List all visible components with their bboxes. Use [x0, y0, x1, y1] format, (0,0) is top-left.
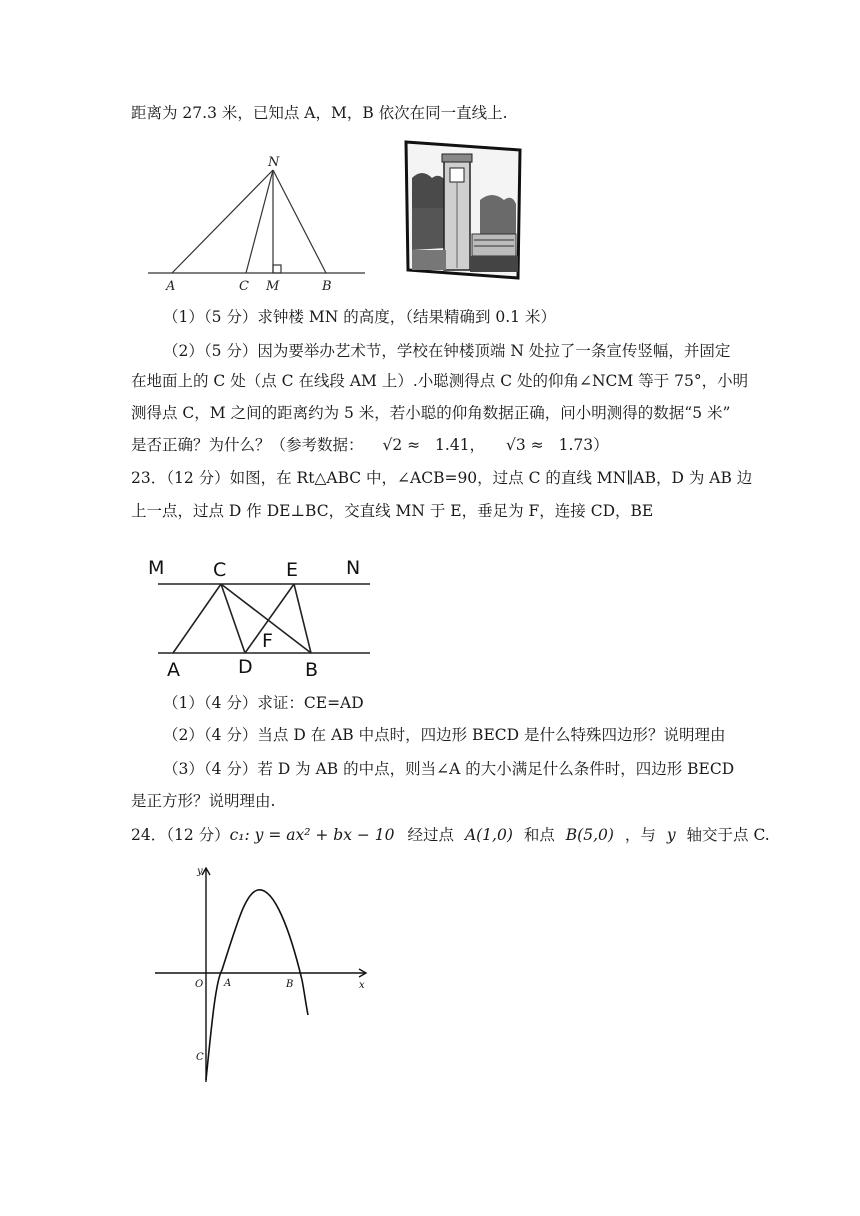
- segment-NA: [172, 170, 273, 273]
- label-F: F: [262, 630, 273, 652]
- sqrt3-value: 1.73）: [558, 436, 609, 454]
- q24-point-B: B(5,0): [565, 826, 614, 844]
- q23-part2: （2）（4 分）当点 D 在 AB 中点时，四边形 BECD 是什么特殊四边形？说明理由: [163, 726, 726, 744]
- q23-line1: 23．（12 分）如图，在 Rt△ABC 中，∠ACB=90，过点 C 的直线 MN∥AB，D 为 AB 边: [131, 469, 753, 487]
- label-y: y: [197, 866, 203, 877]
- label-D: D: [238, 656, 253, 678]
- segment-CD: [221, 584, 245, 653]
- q22-part2-line2: 在地面上的 C 处（点 C 在线段 AM 上）.小聪测得点 C 处的仰角∠NCM 等于 75°，小明: [131, 372, 749, 390]
- label-A: A: [167, 659, 180, 681]
- segment-CA: [173, 584, 221, 653]
- figure-parabola: [150, 860, 380, 1085]
- q23-part3-line2: 是正方形？说明理由.: [131, 792, 276, 810]
- photo-tower: [442, 154, 472, 270]
- label-M: M: [148, 557, 165, 579]
- sqrt2-value: 1.41，: [435, 436, 486, 454]
- label-E: E: [286, 559, 299, 581]
- q23-part1: （1）（4 分）求证：CE=AD: [163, 694, 364, 712]
- segment-NB: [273, 170, 326, 273]
- reference-data-label: 是否正确？为什么？（参考数据：: [131, 436, 364, 454]
- q22-part2-line4: [131, 434, 609, 456]
- label-B: B: [322, 279, 332, 294]
- sqrt2-symbol: √2 ≈: [382, 436, 421, 454]
- label-B: B: [305, 659, 319, 681]
- q24-point-A: A(1,0): [464, 826, 513, 844]
- q24-text-4: 轴交于点 C.: [686, 826, 770, 844]
- q24-prefix: 24．（12 分）: [131, 826, 230, 844]
- label-B: B: [286, 979, 294, 990]
- label-A: A: [166, 279, 176, 294]
- q22-part2-line3: 测得点 C，M 之间的距离约为 5 米，若小聪的仰角数据正确，问小明测得的数据“5 米”: [131, 404, 731, 422]
- q22-part2-line1: （2）（5 分）因为要举办艺术节，学校在钟楼顶端 N 处拉了一条宣传竖幅，并固定: [163, 342, 731, 360]
- q22-part1: （1）（5 分）求钟楼 MN 的高度，（结果精确到 0.1 米）: [163, 308, 556, 326]
- q24-formula: c₁: y = ax² + bx − 10: [229, 826, 395, 844]
- label-N: N: [268, 155, 280, 170]
- label-C: C: [213, 559, 227, 581]
- q23-line2: 上一点，过点 D 作 DE⊥BC，交直线 MN 于 E，垂足为 F，连接 CD，BE: [131, 502, 654, 520]
- figure-parallel-lines: [140, 555, 380, 685]
- text-line-1: 距离为 27.3 米，已知点 A，M，B 依次在同一直线上.: [131, 104, 508, 122]
- label-A: A: [224, 978, 232, 989]
- label-M: M: [266, 279, 280, 294]
- label-C: C: [239, 279, 249, 294]
- q24-y-axis: y: [666, 826, 676, 844]
- figure-tower-triangle: [140, 150, 370, 295]
- q23-part3-line1: （3）（4 分）若 D 为 AB 的中点，则当∠A 的大小满足什么条件时，四边形 BECD: [163, 760, 735, 778]
- segment-NC: [246, 170, 273, 273]
- q24-text-1: 经过点: [407, 826, 454, 844]
- label-N: N: [346, 557, 361, 579]
- sqrt3-symbol: √3 ≈: [506, 436, 544, 454]
- q24-line: [131, 824, 770, 846]
- label-O: O: [195, 979, 204, 990]
- label-x: x: [359, 980, 365, 991]
- q24-text-3: ，与: [624, 826, 656, 844]
- clock-tower-photo: [400, 138, 525, 283]
- q24-text-2: 和点: [523, 826, 555, 844]
- right-angle-mark: [273, 265, 281, 273]
- label-C: C: [196, 1052, 204, 1063]
